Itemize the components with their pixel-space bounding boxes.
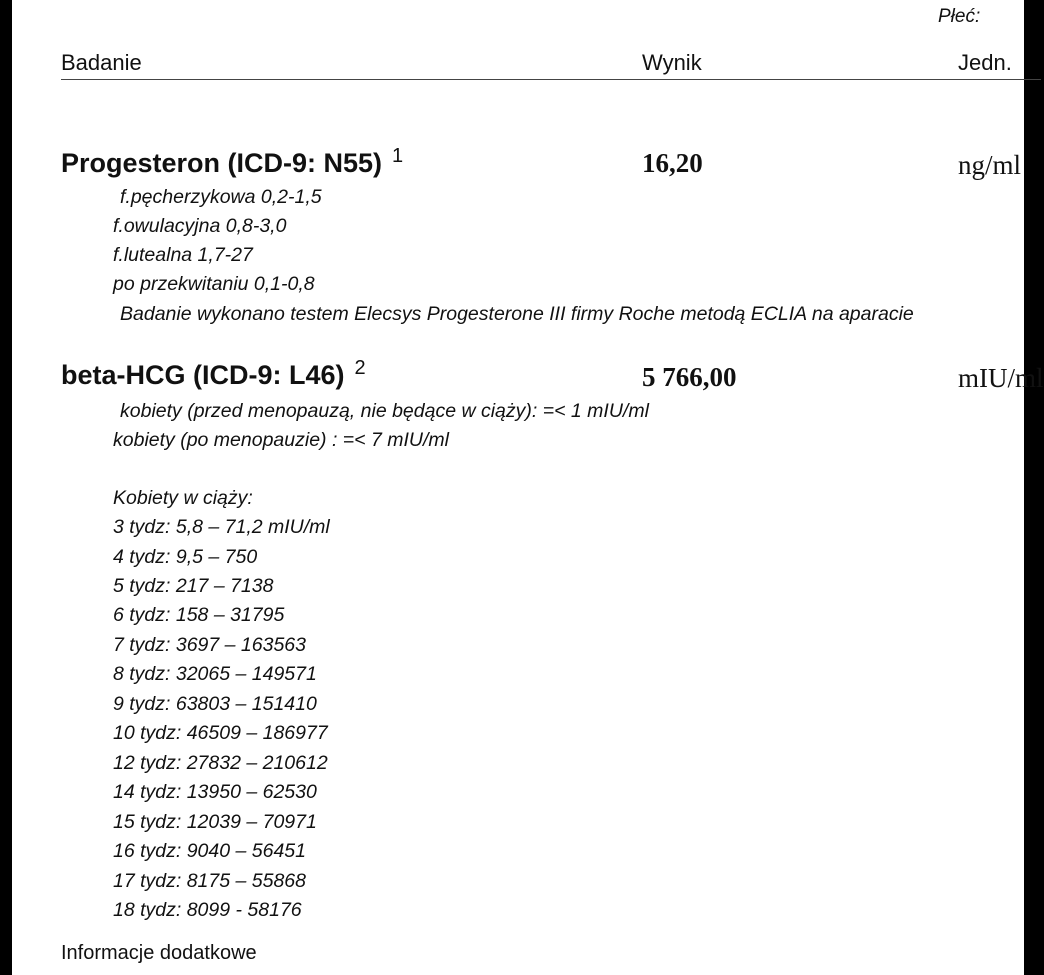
pregnancy-range: 4 tydz: 9,5 – 750 (113, 546, 258, 568)
pregnancy-range: 16 tydz: 9040 – 56451 (113, 840, 306, 862)
pregnancy-header: Kobiety w ciąży: (113, 487, 253, 509)
pregnancy-range: 3 tydz: 5,8 – 71,2 mIU/ml (113, 516, 330, 538)
lab-report-page (12, 0, 1044, 975)
test-name-label: Progesteron (ICD-9: N55) (61, 148, 383, 178)
pregnancy-range: 5 tydz: 217 – 7138 (113, 575, 274, 597)
pregnancy-range: 15 tydz: 12039 – 70971 (113, 811, 317, 833)
header-divider (61, 79, 1041, 80)
column-header-test: Badanie (61, 50, 142, 75)
ref-line: kobiety (przed menopauzą, nie będące w ciąży): =< 1 mIU/ml (120, 400, 649, 422)
column-header-unit: Jedn. (958, 50, 1012, 75)
additional-info-heading: Informacje dodatkowe (61, 942, 257, 964)
result-progesteron: 16,20 (642, 148, 703, 178)
pregnancy-range: 9 tydz: 63803 – 151410 (113, 693, 317, 715)
pregnancy-range: 7 tydz: 3697 – 163563 (113, 634, 306, 656)
footnote-marker: 2 (354, 357, 366, 379)
method-note: Badanie wykonano testem Elecsys Progesterone III firmy Roche metodą ECLIA na aparacie (120, 303, 914, 325)
test-name-label: beta-HCG (ICD-9: L46) (61, 360, 345, 390)
footnote-marker: 1 (392, 145, 404, 167)
gender-label: Płeć: (938, 6, 981, 27)
unit-progesteron: ng/ml (958, 150, 1022, 180)
ref-line: kobiety (po menopauzie) : =< 7 mIU/ml (113, 429, 449, 451)
unit-beta-hcg: mIU/ml (958, 363, 1044, 393)
pregnancy-range: 8 tydz: 32065 – 149571 (113, 663, 317, 685)
column-header-result: Wynik (642, 50, 702, 75)
pregnancy-range: 10 tydz: 46509 – 186977 (113, 722, 328, 744)
ref-line: f.owulacyjna 0,8-3,0 (113, 215, 287, 237)
pregnancy-range: 18 tydz: 8099 - 58176 (113, 899, 302, 921)
ref-line: f.pęcherzykowa 0,2-1,5 (120, 186, 322, 208)
pregnancy-range: 14 tydz: 13950 – 62530 (113, 781, 317, 803)
pregnancy-range: 17 tydz: 8175 – 55868 (113, 870, 306, 892)
test-name-progesteron (61, 145, 404, 179)
ref-line: po przekwitaniu 0,1-0,8 (113, 273, 315, 295)
pregnancy-range: 12 tydz: 27832 – 210612 (113, 752, 328, 774)
pregnancy-range: 6 tydz: 158 – 31795 (113, 604, 285, 626)
result-beta-hcg: 5 766,00 (642, 362, 737, 392)
test-name-beta-hcg (61, 357, 366, 391)
ref-line: f.lutealna 1,7-27 (113, 244, 253, 266)
